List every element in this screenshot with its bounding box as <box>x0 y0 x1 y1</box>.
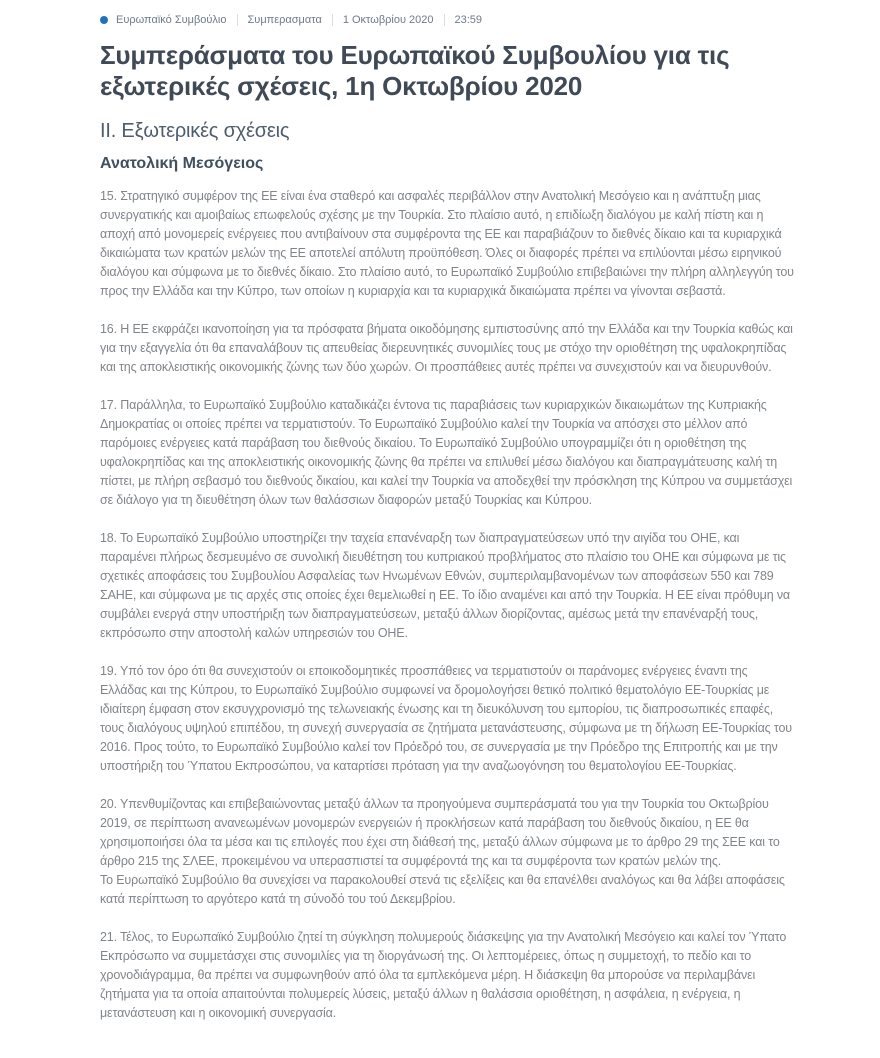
paragraph-18: 18. Το Ευρωπαϊκό Συμβούλιο υποστηρίζει την ταχεία επανέναρξη των διαπραγματεύσεων υπό την αιγίδα του ΟΗΕ, και παραμένει πλήρως δεσμευμένο σε συνολική διευθέτηση του κυπριακού προβλήματος στο πλαίσιο του ΟΗΕ και σύμφωνα με τις σχετικές αποφάσεις του Συμβουλίου Ασφαλείας των Ηνωμένων Εθνών, συμπεριλαμβανομένων των αποφάσεων 550 και 789 ΣΑΗΕ, και σύμφωνα με τις αρχές στις οποίες έχει θεμελιωθεί η ΕΕ. Το ίδιο αναμένει και από την Τουρκία. Η ΕΕ είναι πρόθυμη να συμβάλει ενεργά στην υποστήριξη των διαπραγματεύσεων, μεταξύ άλλων διορίζοντας, αμέσως μετά την επανέναρξή τους, εκπρόσωπο στην αποστολή καλών υπηρεσιών του ΟΗΕ. <box>100 531 791 641</box>
paragraph-20-part-1: 20. Υπενθυμίζοντας και επιβεβαιώνοντας μεταξύ άλλων τα προηγούμενα συμπεράσματά του για την Τουρκία του Οκτωβρίου 2019, σε περίπτωση ανανεωμένων μονομερών ενεργειών ή προκλήσεων κατά παράβαση του διεθνούς δικαίου, η ΕΕ θα χρησιμοποιήσει όλα τα μέσα και τις επιλογές που έχει στη διάθεσή της, μεταξύ άλλων σύμφωνα με το άρθρο 29 της ΣΕΕ και το άρθρο 215 της ΣΛΕΕ, προκειμένου να υπερασπιστεί τα συμφέροντά της και τα συμφέροντα των κρατών μελών της. <box>100 797 780 869</box>
publish-time: 23:59 <box>444 14 493 26</box>
subsection-heading-eastern-mediterranean: Ανατολική Μεσόγειος <box>100 155 264 173</box>
section-heading-external-relations: ΙΙ. Εξωτερικές σχέσεις <box>100 120 290 143</box>
page-title: Συμπεράσματα του Ευρωπαϊκού Συμβουλίου για τις εξωτερικές σχέσεις, 1η Οκτωβρίου 2020 <box>100 40 730 102</box>
paragraph-19: 19. Υπό τον όρο ότι θα συνεχιστούν οι εποικοδομητικές προσπάθειες να τερματιστούν οι παράνομες ενέργειες έναντι της Ελλάδας και της Κύπρου, το Ευρωπαϊκό Συμβούλιο συμφωνεί να δρομολογήσει θετικό πολιτικό θεματολόγιο ΕΕ-Τουρκίας με ιδιαίτερη έμφαση στον εκσυγχρονισμό της τελωνειακής ένωσης και τη διευκόλυνση του εμπορίου, τις διαπροσωπικές επαφές, τους διαλόγους υψηλού επιπέδου, τη συνεχή συνεργασία σε ζητήματα μετανάστευσης, σύμφωνα με τη δήλωση ΕΕ-Τουρκίας του 2016. Προς τούτο, το Ευρωπαϊκό Συμβούλιο καλεί τον Πρόεδρό του, σε συνεργασία με την Πρόεδρο της Επιτροπής και με την υποστήριξη του Ύπατου Εκπροσώπου, να καταρτίσει πρόταση για την αναζωογόνηση του θεματολογίου ΕΕ-Τουρκίας. <box>100 664 792 774</box>
paragraph-15: 15. Στρατηγικό συμφέρον της ΕΕ είναι ένα σταθερό και ασφαλές περιβάλλον στην Ανατολική Μεσόγειο και η ανάπτυξη μιας συνεργατικής και αμοιβαίως επωφελούς σχέσης με την Τουρκία. Στο πλαίσιο αυτό, η επιδίωξη διαλόγου με καλή πίστη και η αποχή από μονομερείς ενέργειες που αντιβαίνουν στα συμφέροντα της ΕΕ και παραβιάζουν το διεθνές δίκαιο και τα κυριαρχικά δικαιώματα των κρατών μελών της ΕΕ αποτελεί απόλυτη προϋπόθεση. Όλες οι διαφορές πρέπει να επιλύονται μέσω ειρηνικού διαλόγου και σύμφωνα με το διεθνές δίκαιο. Στο πλαίσιο αυτό, το Ευρωπαϊκό Συμβούλιο επιβεβαιώνει την πλήρη αλληλεγγύη του προς την Ελλάδα και την Κύπρο, των οποίων η κυριαρχία και τα κυριαρχικά δικαιώματα πρέπει να γίνονται σεβαστά. <box>100 189 794 299</box>
publish-date: 1 Οκτωβρίου 2020 <box>332 14 444 26</box>
source-site-label[interactable]: Ευρωπαϊκό Συμβούλιο <box>116 14 227 26</box>
paragraph-21: 21. Τέλος, το Ευρωπαϊκό Συμβούλιο ζητεί τη σύγκληση πολυμερούς διάσκεψης για την Ανατολική Μεσόγειο και καλεί τον Ύπατο Εκπρόσωπο να συμμετάσχει στις συνομιλίες για τη διοργάνωσή της. Οι λεπτομέρειες, όπως η συμμετοχή, το πεδίο και το χρονοδιάγραμμα, θα πρέπει να συμφωνηθούν από όλα τα εμπλεκόμενα μέρη. Η διάσκεψη θα μπορούσε να περιλαμβάνει ζητήματα για τα οποία απαιτούνται πολυμερείς λύσεις, μεταξύ άλλων η θαλάσσια οριοθέτηση, η ασφάλεια, η ενέργεια, η μετανάστευση και η οικονομική συνεργασία. <box>100 930 787 1021</box>
document-body <box>100 187 794 1023</box>
paragraph-20 <box>100 795 794 909</box>
paragraph-17: 17. Παράλληλα, το Ευρωπαϊκό Συμβούλιο καταδικάζει έντονα τις παραβιάσεις των κυριαρχικών δικαιωμάτων της Κυπριακής Δημοκρατίας οι οποίες πρέπει να τερματιστούν. Το Ευρωπαϊκό Συμβούλιο καλεί την Τουρκία να απόσχει στο μέλλον από παρόμοιες ενέργειες κατά παράβαση του διεθνούς δικαίου. Το Ευρωπαϊκό Συμβούλιο υπογραμμίζει ότι η οριοθέτηση της υφαλοκρηπίδας και της αποκλειστικής οικονομικής ζώνης θα πρέπει να επιλυθεί μέσω διαλόγου και διαπραγμάτευσης καλή τη πίστει, με πλήρη σεβασμό του διεθνούς δικαίου, και καλεί την Τουρκία να αποδεχθεί την πρόσκληση της Κύπρου να συμμετάσχει σε διάλογο για τη διευθέτηση όλων των θαλάσσιων διαφορών μεταξύ Τουρκίας και Κύπρου. <box>100 398 793 508</box>
meta-bar <box>100 14 794 26</box>
category-label: Συμπερασματα <box>237 14 332 26</box>
paragraph-20-part-2: Το Ευρωπαϊκό Συμβούλιο θα συνεχίσει να παρακολουθεί στενά τις εξελίξεις και θα επανέλθει αναλόγως και θα λάβει αποφάσεις κατά περίπτωση το αργότερο κατά τη σύνοδό του τού Δεκεμβρίου. <box>100 873 785 907</box>
source-dot-icon <box>100 16 108 24</box>
paragraph-16: 16. Η ΕΕ εκφράζει ικανοποίηση για τα πρόσφατα βήματα οικοδόμησης εμπιστοσύνης από την Ελλάδα και την Τουρκία καθώς και για την εξαγγελία ότι θα επαναλάβουν τις απευθείας διερευνητικές συνομιλίες τους με στόχο την οριοθέτηση της υφαλοκρηπίδας και της αποκλειστικής οικονομικής ζώνης των δύο χωρών. Οι προσπάθειες αυτές πρέπει να συνεχιστούν και να διευρυνθούν. <box>100 322 793 375</box>
